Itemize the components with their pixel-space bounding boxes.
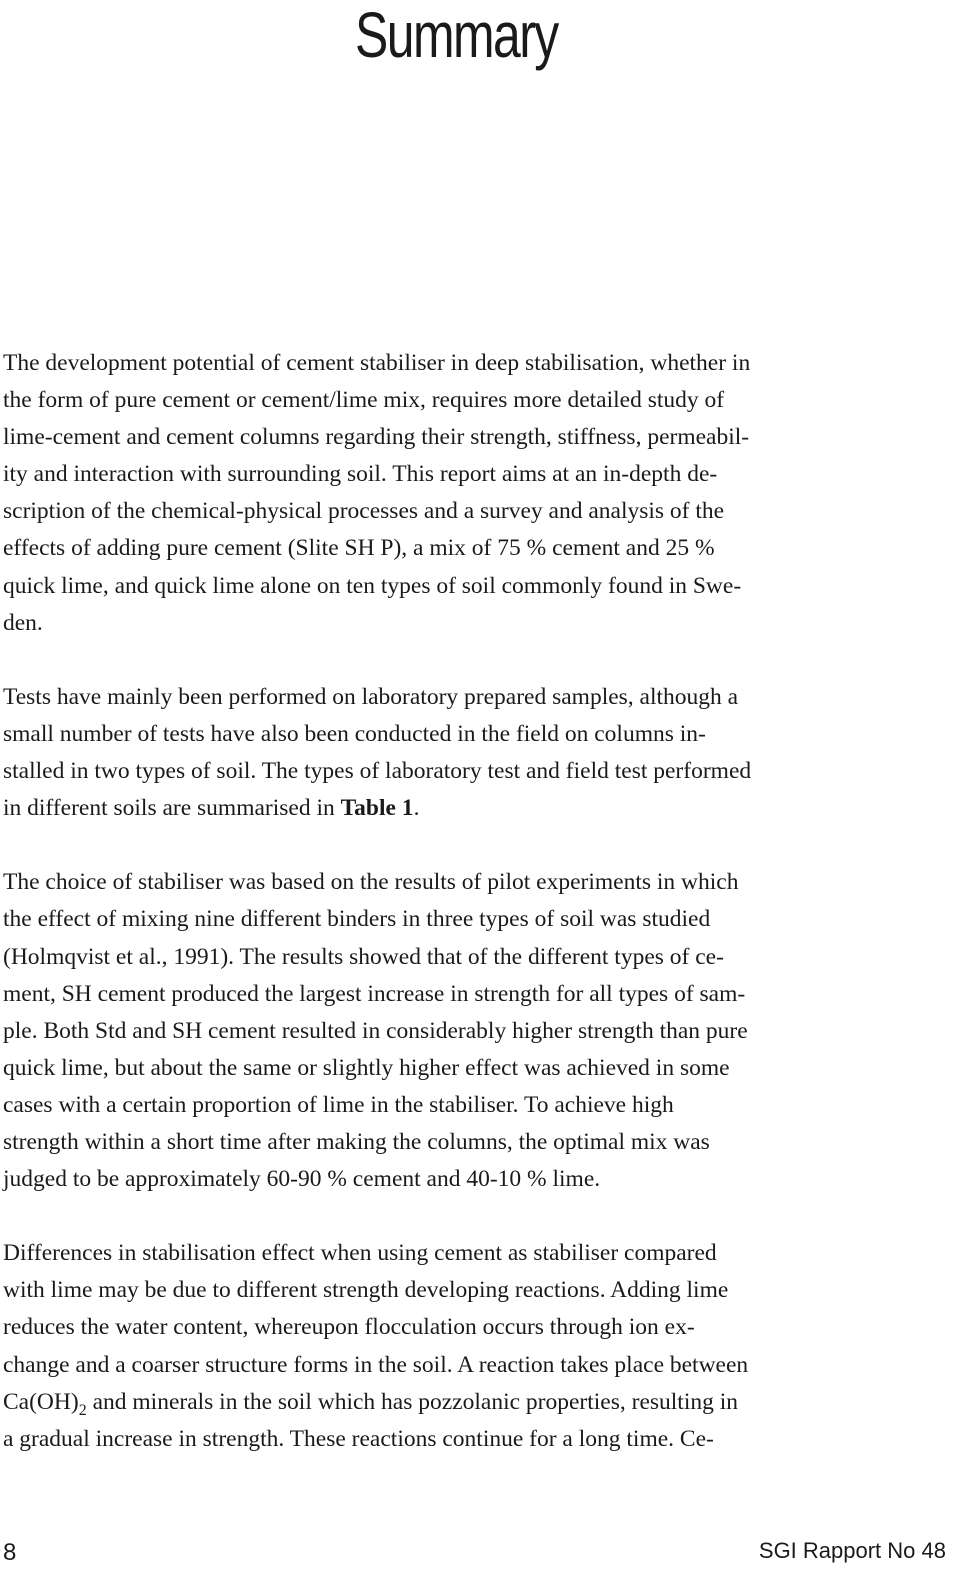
chemical-formula: Ca(OH) bbox=[3, 1388, 79, 1415]
text-line: a gradual increase in strength. These reactions continue for a long time. Ce- bbox=[3, 1425, 714, 1452]
page-title: Summary bbox=[355, 0, 558, 71]
report-name: SGI Rapport No 48 bbox=[758, 1538, 946, 1563]
text-fragment: . bbox=[413, 795, 420, 822]
text-line: den. bbox=[3, 609, 43, 636]
text-line: quick lime, but about the same or slightly higher effect was achieved in some bbox=[3, 1054, 730, 1081]
text-line: The development potential of cement stabiliser in deep stabilisation, whether in bbox=[3, 350, 751, 376]
text-line: reduces the water content, whereupon flocculation occurs through ion ex- bbox=[3, 1314, 695, 1341]
summary-body bbox=[3, 345, 943, 1495]
formula-subscript: 2 bbox=[78, 1401, 87, 1419]
page-number: 8 bbox=[3, 1539, 17, 1566]
text-line: cases with a certain proportion of lime in the stabiliser. To achieve high bbox=[3, 1091, 674, 1118]
text-fragment: in different soils are summarised in bbox=[3, 795, 341, 822]
text-line: (Holmqvist et al., 1991). The results showed that of the different types of ce- bbox=[3, 943, 724, 970]
paragraph-2 bbox=[3, 679, 943, 827]
text-line: judged to be approximately 60-90 % cement and 40-10 % lime. bbox=[3, 1166, 601, 1193]
text-line: Differences in stabilisation effect when using cement as stabiliser compared bbox=[3, 1240, 717, 1267]
text-line: effects of adding pure cement (Slite SH P), a mix of 75 % cement and 25 % bbox=[3, 535, 715, 562]
text-line: strength within a short time after making the columns, the optimal mix was bbox=[3, 1128, 710, 1155]
text-line: scription of the chemical-physical processes and a survey and analysis of the bbox=[3, 498, 725, 525]
text-line: quick lime, and quick lime alone on ten types of soil commonly found in Swe- bbox=[3, 572, 742, 599]
text-line: stalled in two types of soil. The types of laboratory test and field test performed bbox=[3, 758, 752, 785]
text-line: Tests have mainly been performed on laboratory prepared samples, although a bbox=[3, 683, 739, 710]
text-line: change and a coarser structure forms in the soil. A reaction takes place between bbox=[3, 1351, 749, 1378]
text-line: with lime may be due to different strength developing reactions. Adding lime bbox=[3, 1277, 729, 1304]
text-line: the effect of mixing nine different binders in three types of soil was studied bbox=[3, 906, 711, 933]
paragraph-4 bbox=[3, 1235, 943, 1458]
text-line-with-formula bbox=[3, 1384, 943, 1421]
text-line: small number of tests have also been conducted in the field on columns in- bbox=[3, 720, 706, 747]
text-line-with-reference bbox=[3, 790, 943, 827]
text-line: ment, SH cement produced the largest increase in strength for all types of sam- bbox=[3, 980, 746, 1007]
text-line: ple. Both Std and SH cement resulted in considerably higher strength than pure bbox=[3, 1017, 748, 1044]
table-reference: Table 1 bbox=[340, 795, 414, 822]
paragraph-3 bbox=[3, 864, 943, 1198]
text-fragment: and minerals in the soil which has pozzolanic properties, resulting in bbox=[86, 1388, 739, 1415]
text-line: The choice of stabiliser was based on the results of pilot experiments in which bbox=[3, 869, 739, 896]
paragraph-1 bbox=[3, 345, 943, 642]
text-line: ity and interaction with surrounding soil. This report aims at an in-depth de- bbox=[3, 461, 718, 488]
text-line: lime-cement and cement columns regarding their strength, stiffness, permeabil- bbox=[3, 424, 750, 451]
text-line: the form of pure cement or cement/lime mix, requires more detailed study of bbox=[3, 387, 725, 414]
